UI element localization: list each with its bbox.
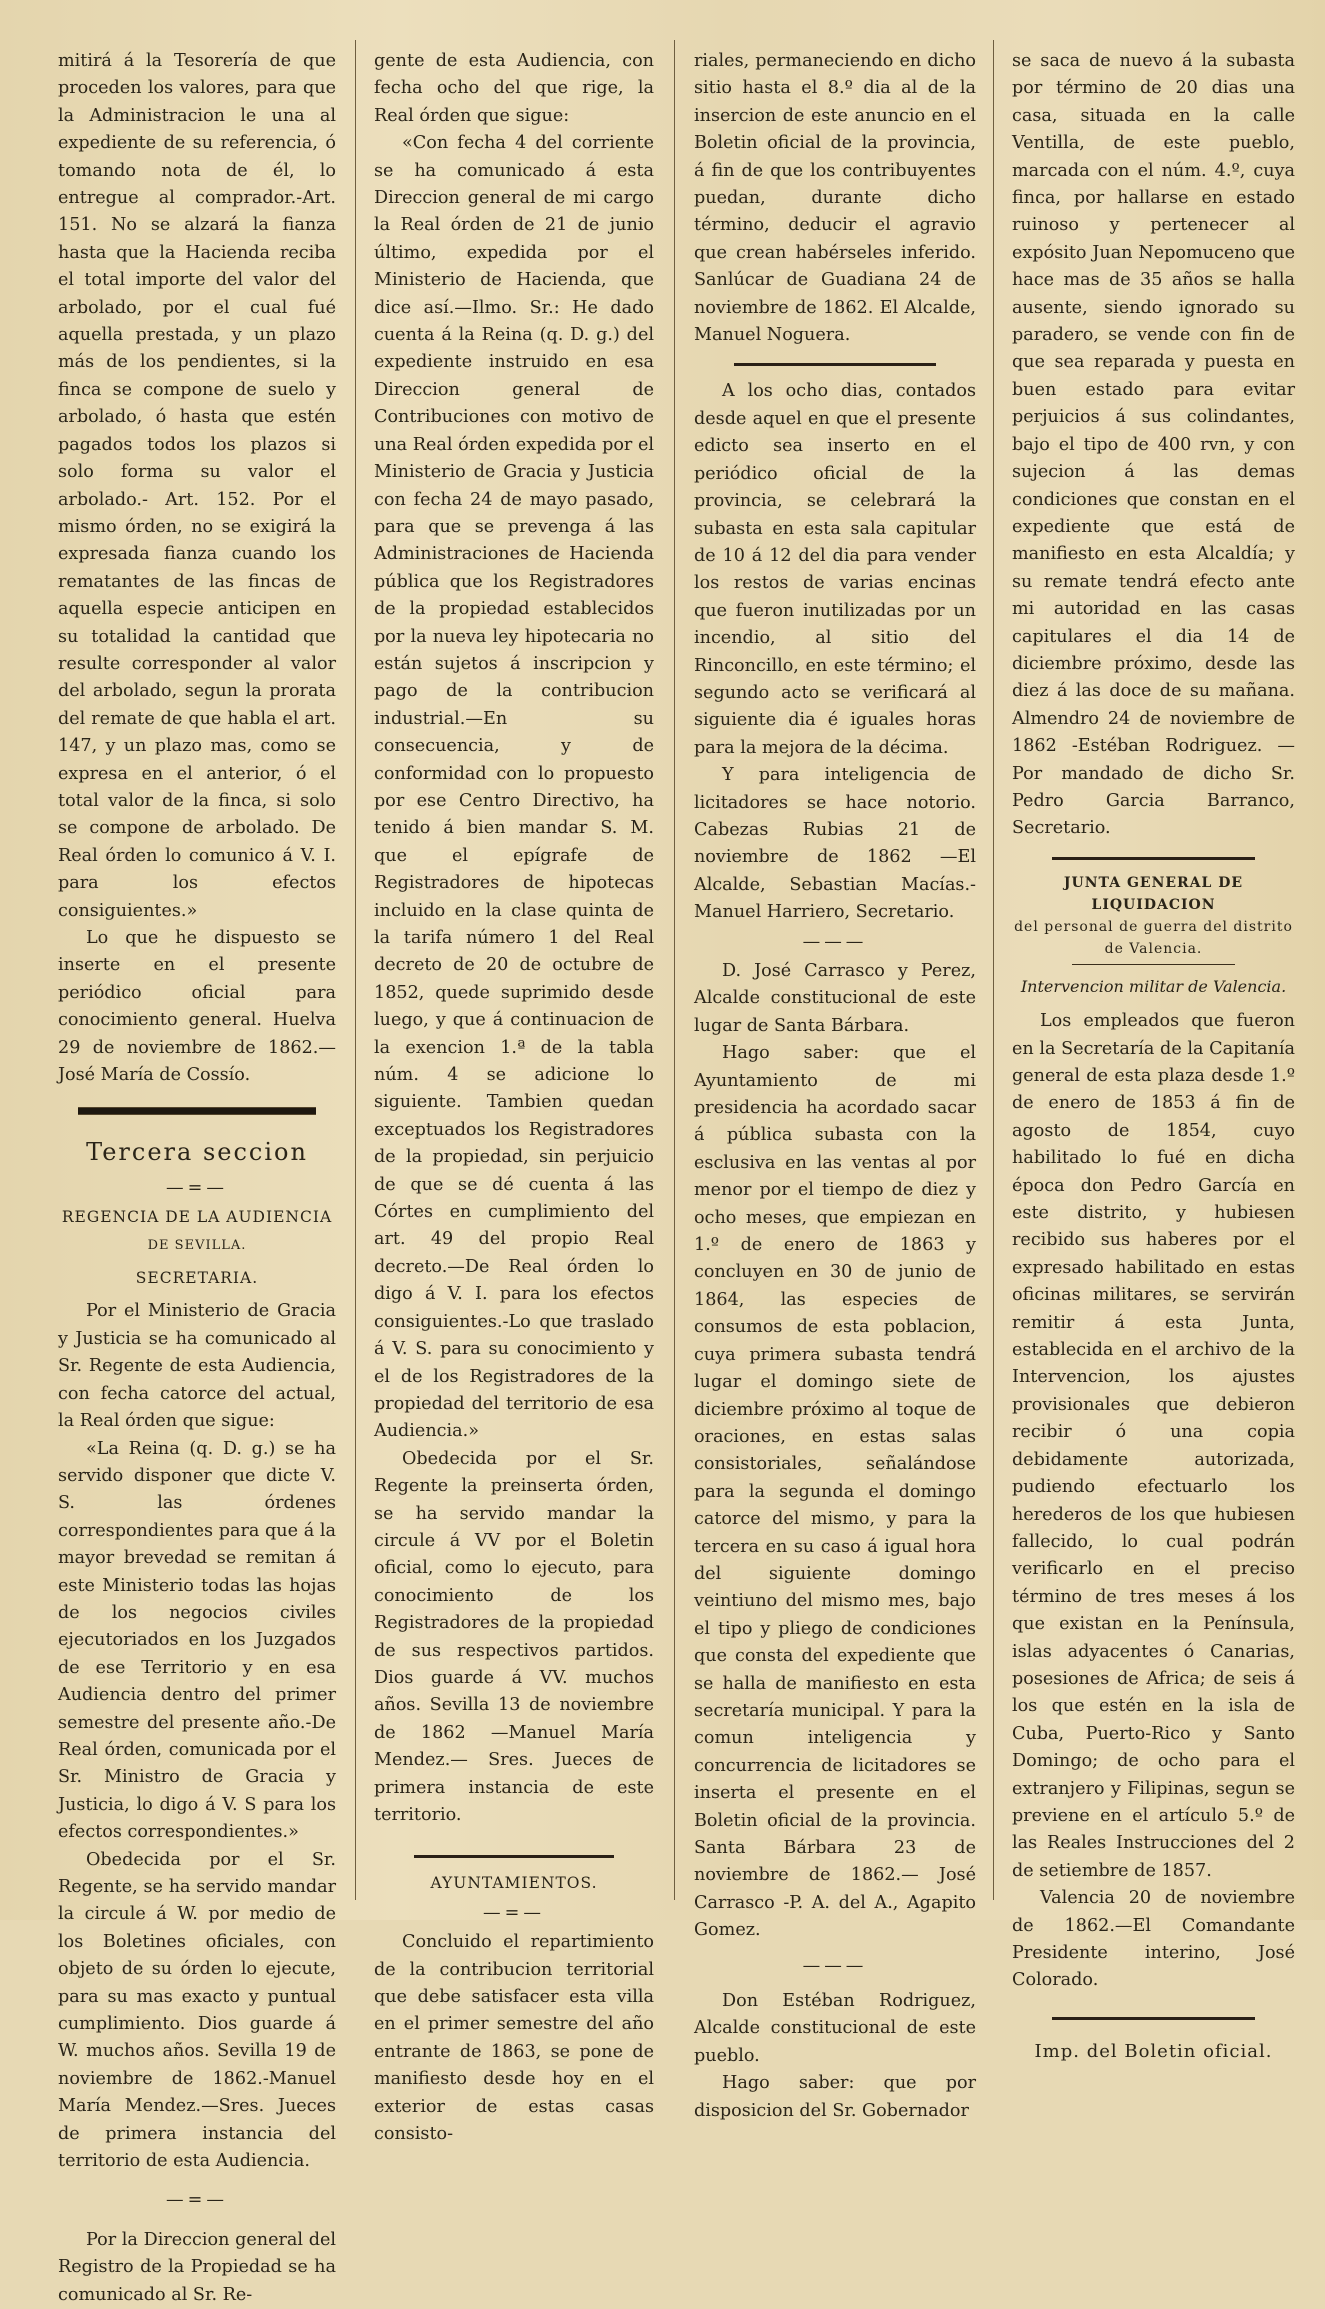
paragraph: Por la Direccion general del Registro de la Propiedad se ha comunicado al Sr. Re-: [58, 2229, 336, 2305]
paragraph: Don Estéban Rodriguez, Alcalde constitucional de este pueblo.: [694, 1991, 976, 2066]
paragraph: mitirá á la Tesorería de que proceden los valores, para que la Administracion le una al expediente de su referencia, ó tomando nota de él, lo entregue al comprador.-Art. 151. No se alzará la fianza hasta que la Hacienda reciba el total importe del valor del arbolado, por el cual fué aquella prestada, y un plazo más de los pendientes, si la finca se compone de suelo y arbolado, ó hasta que estén pagados todos los plazos si solo forma su valor el arbolado.- Art. 152. Por el mismo órden, no se exigirá la expresada fianza cuando los rematantes de las fincas de aquella especie anticipen en su totalidad la cantidad que resulte corresponder al valor del arbolado, segun la prorata del remate de que habla el art. 147, y un plazo mas, como se expresa en el anterior, ó el total valor de la finca, si solo se compone de arbolado. De Real órden lo comunico á V. I. para los efectos consiguientes.»: [58, 51, 336, 921]
section-divider: [734, 363, 936, 366]
ornament-dash: ———: [802, 931, 868, 952]
heading-ayuntamientos: AYUNTAMIENTOS.: [430, 1874, 598, 1893]
section-title: Tercera seccion: [86, 1138, 308, 1167]
paragraph: Valencia 20 de noviembre de 1862.—El Comandante Presidente interino, José Colorado.: [1012, 1888, 1295, 1991]
paragraph: gente de esta Audiencia, con fecha ocho del que rige, la Real órden que sigue:: [374, 51, 654, 126]
ornament-dash: —=—: [166, 1177, 228, 1198]
column-divider: [993, 40, 994, 1900]
paragraph: riales, permaneciendo en dicho sitio hasta el 8.º dia al de la insercion de este anuncio en el Boletin oficial de la provincia, á fin de que los contribuyentes puedan, durante dicho término, deducir el agravio que crean habérseles inferido. Sanlúcar de Guadiana 24 de noviembre de 1862. El Alcalde, Manuel Noguera.: [694, 51, 976, 346]
heading-intervencion: Intervencion militar de Valencia.: [1020, 976, 1287, 996]
divider: [1072, 964, 1235, 965]
paragraph: se saca de nuevo á la subasta por término de 20 dias una casa, situada en la calle Ventilla, de este pueblo, marcada con el núm. 4.º, cuya finca, por hallarse en estado ruinoso y pertenecer al expósito Juan Nepomuceno que hace mas de 35 años se halla ausente, siendo ignorado su paradero, se vende con fin de que sea reparada y puesta en buen estado para evitar perjuicios á sus colindantes, bajo el tipo de 400 rvn, y con sujecion á las demas condiciones que constan en el expediente que está de manifiesto en esta Alcaldía; y su remate tendrá efecto ante mi autoridad en las casas capitulares el dia 14 de diciembre próximo, desde las diez á las doce de su mañana. Almendro 24 de noviembre de 1862 -Estéban Rodriguez. —Por mandado de dicho Sr. Pedro Garcia Barranco, Secretario.: [1012, 51, 1295, 839]
section-divider: [78, 1107, 316, 1115]
paragraph: «La Reina (q. D. g.) se ha servido disponer que dicte V. S. las órdenes correspondientes para que á la mayor brevedad se remitan á este Ministerio todas las hojas de los negocios civiles ejecutoriados en los Juzgados de ese Territorio y en esa Audiencia dentro del primer semestre del presente año.-De Real órden, comunicada por el Sr. Ministro de Gracia y Justicia, lo digo á V. S para los efectos correspondientes.»: [58, 1438, 336, 1843]
heading-junta: JUNTA GENERAL DE LIQUIDACION: [1063, 874, 1244, 913]
paragraph: A los ocho dias, contados desde aquel en que el presente edicto sea inserto en el periódico oficial de la provincia, se celebrará la subasta en esta sala capitular de 10 á 12 del dia para vender los restos de varias encinas que fueron inutilizadas por un incendio, al sitio del Rinconcillo, en este término; el segundo acto se verificará al siguiente dia é iguales horas para la mejora de la décima.: [694, 381, 976, 758]
paragraph: Lo que he dispuesto se inserte en el presente periódico oficial para conocimiento general. Huelva 29 de noviembre de 1862.—José María de Cossío.: [58, 928, 336, 1086]
section-divider: [1052, 2017, 1255, 2020]
printer-imprint: Imp. del Boletin oficial.: [1034, 2040, 1273, 2062]
ornament-dash: —=—: [166, 2190, 228, 2211]
paragraph: «Con fecha 4 del corriente se ha comunicado á esta Direccion general de mi cargo la Real órden de 21 de junio último, expedida por el Ministerio de Hacienda, que dice así.—Ilmo. Sr.: He dado cuenta á la Reina (q. D. g.) del expediente instruido en esa Direccion general de Contribuciones con motivo de una Real órden expedida por el Ministerio de Gracia y Justicia con fecha 24 de mayo pasado, para que se prevenga á las Administraciones de Hacienda pública que los Registradores de la propiedad establecidos por la nueva ley hipotecaria no están sujetos á inscripcion y pago de la contribucion industrial.—En su consecuencia, y de conformidad con lo propuesto por ese Centro Directivo, ha tenido á bien mandar S. M. que el epígrafe de Registradores de hipotecas incluido en la clase quinta de la tarifa número 1 del Real decreto de 20 de octubre de 1852, quede suprimido desde luego, y que á continuacion de la exencion 1.ª de la tabla núm. 4 se adicione lo siguiente. Tambien quedan exceptuados los Registradores de la propiedad, sin perjuicio de que se dé cuenta á las Córtes en cumplimiento del art. 49 del propio Real decreto.—De Real órden lo digo á V. I. para los efectos consiguientes.-Lo que traslado á V. S. para su conocimiento y el de los Registradores de la propiedad del territorio de esa Audiencia.»: [374, 133, 654, 1442]
paragraph: Hago saber: que el Ayuntamiento de mi presidencia ha acordado sacar á pública subasta con la esclusiva en las ventas al por menor por el tiempo de diez y ocho meses, que empiezan en 1.º de enero de 1863 y concluyen en 30 de junio de 1864, las especies de consumos de esta poblacion, cuya primera subasta tendrá lugar el domingo siete de diciembre próximo al toque de oraciones, en estas salas consistoriales, señalándose para la segunda el domingo catorce del mismo, y para la tercera en su caso á igual hora del siguiente domingo veintiuno del mismo mes, bajo el tipo y pliego de condiciones que consta del expediente que se halla de manifiesto en esta secretaría municipal. Y para la comun inteligencia y concurrencia de licitadores se inserta el presente en el Boletin oficial de la provincia. Santa Bárbara 23 de noviembre de 1862.— José Carrasco -P. A. del A., Agapito Gomez.: [694, 1043, 976, 1941]
column-divider: [674, 40, 675, 1900]
heading-regencia-sub: DE SEVILLA.: [147, 1237, 247, 1253]
section-divider: [1052, 857, 1255, 860]
paragraph: Los empleados que fueron en la Secretaría de la Capitanía general de esta plaza desde 1.º de enero de 1853 á fin de agosto de 1854, cuyo habilitado lo fué en dicha época don Pedro García en este distrito, y hubiesen recibido sus haberes por el expresado habilitado en estas oficinas militares, se servirán remitir á esta Junta, establecida en el archivo de la Intervencion, los ajustes provisionales que debieron recibir ó una copia debidamente autorizada, pudiendo efectuarlo los herederos de los que hubiesen fallecido, lo cual podrán verificarlo en el preciso término de tres meses á los que existan en la Península, islas adyacentes ó Canarias, posesiones de Africa; de seis á los que estén en la isla de Cuba, Puerto-Rico y Santo Domingo; de ocho para el extranjero y Filipinas, segun se previene en el artículo 5.º de las Reales Instrucciones del 2 de setiembre de 1857.: [1012, 1011, 1295, 1881]
column-2: [374, 48, 654, 2148]
heading-junta-sub: del personal de guerra del distrito de Valencia.: [1014, 918, 1293, 957]
ornament-dash: ———: [802, 1955, 868, 1976]
heading-secretaria: SECRETARIA.: [135, 1269, 259, 1288]
paragraph: Por el Ministerio de Gracia y Justicia se ha comunicado al Sr. Regente de esta Audiencia, con fecha catorce del actual, la Real órden que sigue:: [58, 1301, 336, 1432]
column-divider: [355, 40, 356, 1900]
paragraph: Obedecida por el Sr. Regente, se ha servido mandar la circule á W. por medio de los Boletines oficiales, con objeto de su órden lo ejecute, para su mas exacto y puntual cumplimiento. Dios guarde á W. muchos años. Sevilla 19 de noviembre de 1862.-Manuel María Mendez.—Sres. Jueces de primera instancia del territorio de esta Audiencia.: [58, 1849, 336, 2172]
paragraph: Concluido el repartimiento de la contribucion territorial que debe satisfacer esta villa en el primer semestre del año entrante de 1863, se pone de manifiesto desde hoy en el exterior de estas casas consisto-: [374, 1932, 654, 2145]
column-3: [694, 48, 976, 2125]
paragraph: Y para inteligencia de licitadores se hace notorio. Cabezas Rubias 21 de noviembre de 1862 —El Alcalde, Sebastian Macías.-Manuel Harriero, Secretario.: [694, 765, 976, 923]
column-1: [58, 48, 336, 2309]
paragraph: D. José Carrasco y Perez, Alcalde constitucional de este lugar de Santa Bárbara.: [694, 961, 976, 1036]
ornament-dash: —=—: [483, 1902, 545, 1923]
paragraph: Obedecida por el Sr. Regente la preinserta órden, se ha servido mandar la circule á VV por el Boletin oficial, como lo ejecuto, para conocimiento de los Registradores de la propiedad de sus respectivos partidos. Dios guarde á VV. muchos años. Sevilla 13 de noviembre de 1862 —Manuel María Mendez.— Sres. Jueces de primera instancia de este territorio.: [374, 1448, 654, 1825]
column-4: [1012, 48, 1295, 2065]
heading-regencia: REGENCIA DE LA AUDIENCIA: [61, 1208, 333, 1227]
section-divider: [414, 1855, 614, 1858]
paragraph: Hago saber: que por disposicion del Sr. Gobernador: [694, 2073, 976, 2121]
